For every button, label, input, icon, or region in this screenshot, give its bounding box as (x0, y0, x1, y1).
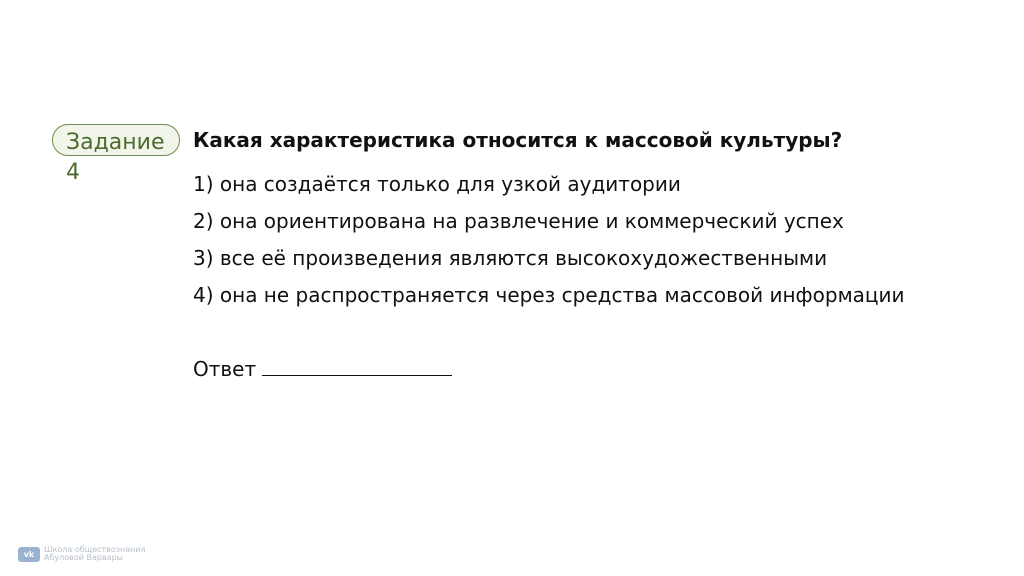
answer-option-1: 1) она создаётся только для узкой аудитории (193, 172, 681, 196)
footer-line-1: Школа обществознания (44, 545, 146, 554)
task-badge-label: Задание 4 (66, 130, 165, 185)
footer-caption (44, 546, 145, 562)
question-text: Какая характеристика относится к массовой культуры? (193, 128, 843, 152)
footer-logo (18, 546, 145, 562)
answer-option-2: 2) она ориентирована на развлечение и коммерческий успех (193, 209, 844, 233)
answer-row (193, 351, 452, 388)
answer-option-3: 3) все её произведения являются высокохудожественными (193, 246, 828, 270)
answer-label: Ответ (193, 357, 257, 381)
answer-blank-line[interactable] (262, 353, 452, 376)
footer-line-2: Абуловой Варвары (44, 553, 123, 562)
answer-option-4: 4) она не распространяется через средства массовой информации (193, 283, 905, 307)
answer-options-list (193, 166, 953, 314)
vk-icon: vk (18, 547, 40, 562)
